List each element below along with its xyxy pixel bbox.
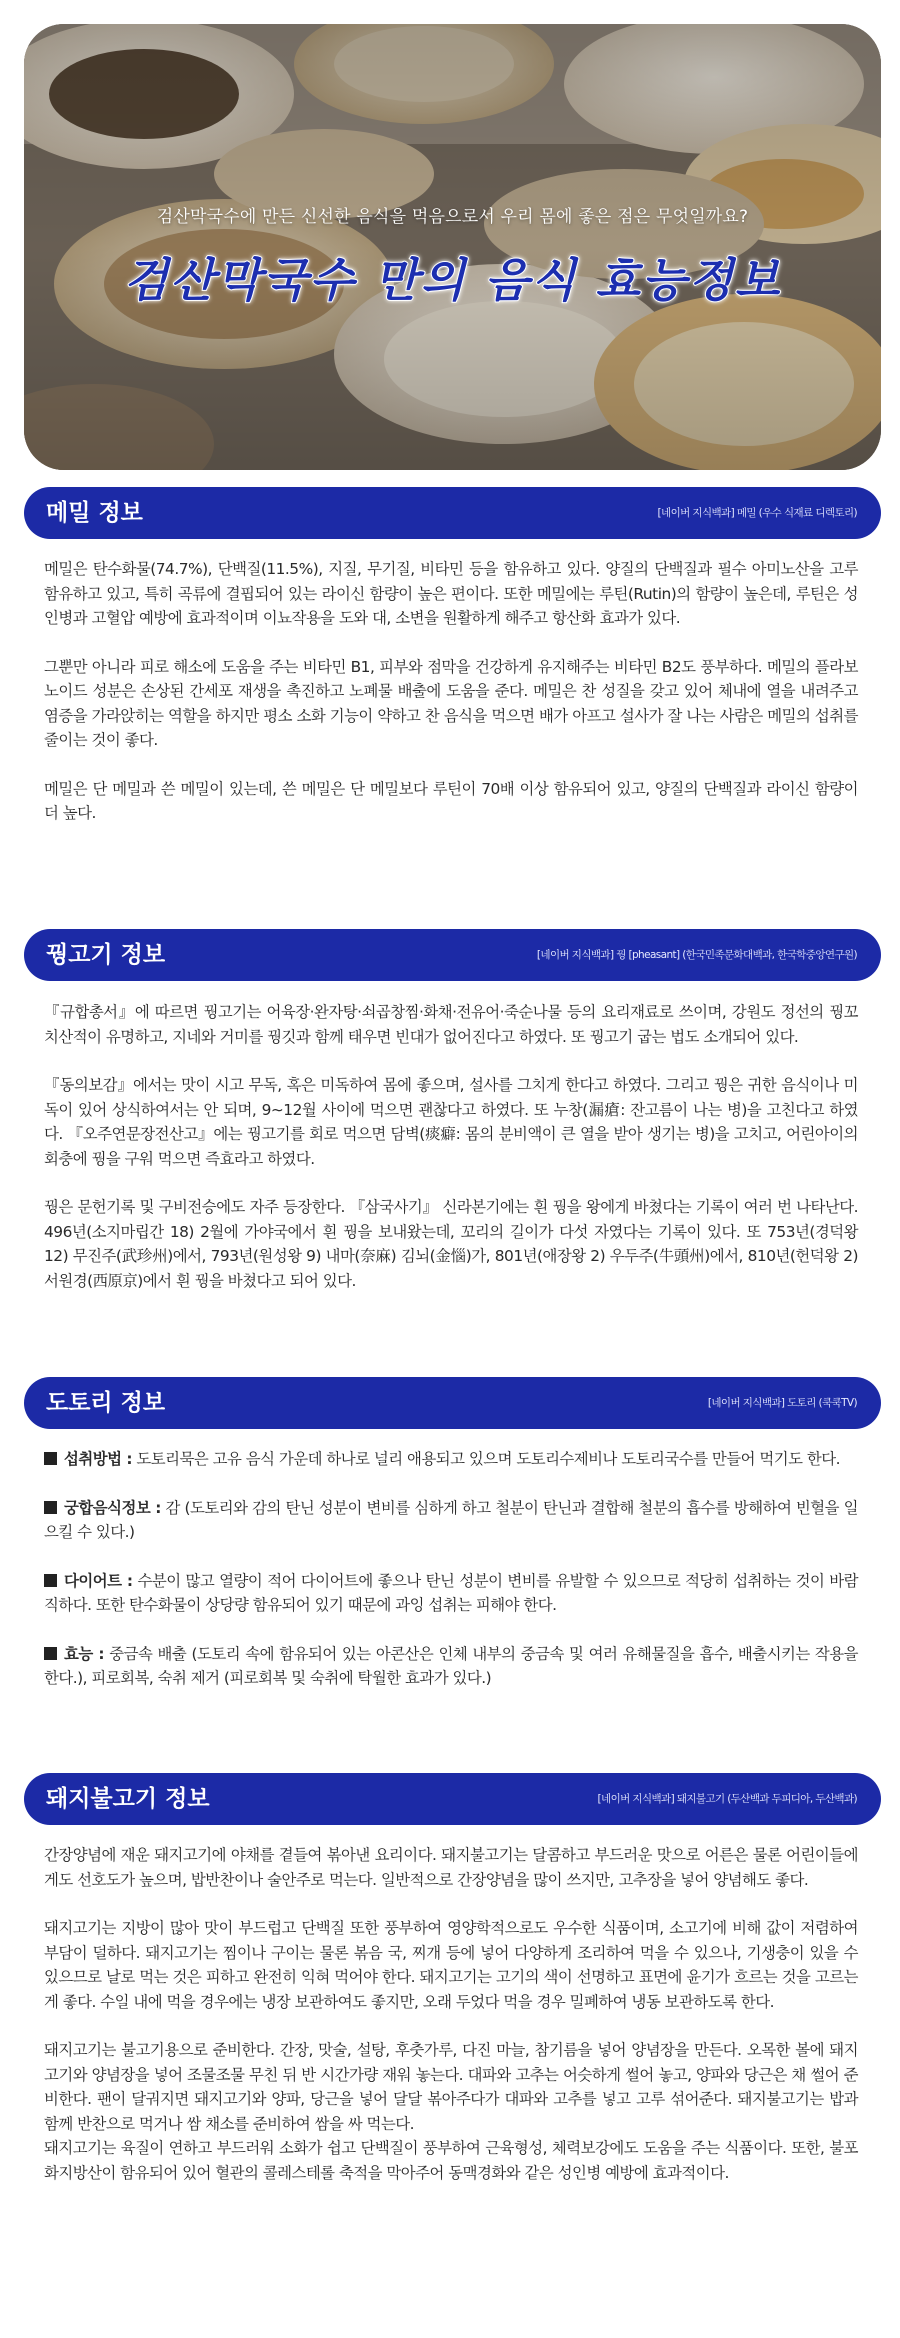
section-source: [네이버 지식백과] 도토리 (쿡쿡TV)	[707, 1397, 857, 1409]
bullet-square-icon	[44, 1647, 57, 1660]
section-source: [네이버 지식백과] 메밀 (우수 식재료 디렉토리)	[657, 507, 857, 519]
paragraph: 돼지고기는 지방이 많아 맛이 부드럽고 단백질 또한 풍부하여 영양학적으로도 우수한 식품이며, 소고기에 비해 값이 저렴하여 부담이 덜하다. 돼지고기는 찜이나 구이는 물론 볶음 국, 찌개 등에 넣어 다양하게 조리하여 먹을 수 있으나, 기생충이 있을 수 있으므로 날로 먹는 것은 피하고 완전히 익혀 먹어야 한다. 돼지고기는 고기의 색이 선명하고 표면에 윤기가 흐르는 것을 고르는 게 좋다. 수일 내에 먹을 경우에는 냉장 보관하여도 좋지만, 오래 두었다 먹을 경우 밀폐하여 냉동 보관하도록 한다.	[44, 1919, 858, 2011]
paragraph: 『동의보감』에서는 맛이 시고 무독, 혹은 미독하여 몸에 좋으며, 설사를 그치게 한다고 하였다. 그리고 꿩은 귀한 음식이나 미독이 있어 상식하여서는 안 되며, 9∼12월 사이에 먹으면 괜찮다고 하였다. 또 누창(漏瘡: 잔고름이 나는 병)을 고친다고 하였다. 『오주연문장전산고』에는 꿩고기를 회로 먹으면 담벽(痰癖: 몸의 분비액이 큰 열을 받아 생기는 병)을 고치고, 어린아이의 회충에 꿩을 구워 먹으면 즉효라고 하였다.	[44, 1076, 858, 1168]
item-text: 수분이 많고 열량이 적어 다이어트에 좋으나 탄닌 성분이 변비를 유발할 수 있으므로 적당히 섭취하는 것이 바람직하다. 또한 탄수화물이 상당량 함유되어 있기 때문에 과잉 섭취는 피해야 한다.	[44, 1571, 858, 1614]
section-body-pork-bulgogi	[44, 1843, 858, 2185]
section-title: 돼지불고기 정보	[46, 1786, 210, 1812]
section-header-acorn	[24, 1377, 881, 1429]
item-label: 효능 :	[64, 1644, 105, 1663]
list-item	[44, 1496, 858, 1545]
paragraph: 간장양념에 재운 돼지고기에 야채를 곁들여 볶아낸 요리이다. 돼지불고기는 달콤하고 부드러운 맛으로 어른은 물론 어린이들에게도 선호도가 높으며, 밥반찬이나 술안주로 먹는다. 일반적으로 간장양념을 많이 쓰지만, 고추장을 넣어 양념해도 좋다.	[44, 1846, 859, 1889]
section-body-pheasant	[44, 1000, 858, 1293]
bullet-square-icon	[44, 1501, 57, 1514]
bullet-square-icon	[44, 1574, 57, 1587]
paragraph: 돼지고기는 불고기용으로 준비한다. 간장, 맛술, 설탕, 후춧가루, 다진 마늘, 참기름을 넣어 양념장을 만든다. 오목한 볼에 돼지고기와 양념장을 넣어 조물조물 무친 뒤 반 시간가량 재워 놓는다. 대파와 고추는 어슷하게 썰어 놓고, 양파와 당근은 채 썰어 준비한다. 팬이 달궈지면 돼지고기와 양파, 당근을 넣어 달달 볶아주다가 대파와 고추를 넣고 고루 섞어준다. 돼지불고기는 밥과 함께 반찬으로 먹거나 쌈 채소를 준비하여 쌈을 싸 먹는다.	[44, 2041, 858, 2133]
list-item	[44, 1642, 858, 1691]
paragraph: 돼지고기는 육질이 연하고 부드러워 소화가 쉽고 단백질이 풍부하여 근육형성, 체력보강에도 도움을 주는 식품이다. 또한, 불포화지방산이 함유되어 있어 혈관의 콜레스테롤 축적을 막아주어 동맥경화와 같은 성인병 예방에 효과적이다.	[44, 2139, 858, 2182]
item-label: 궁합음식정보 :	[64, 1498, 161, 1517]
section-body-acorn	[44, 1447, 858, 1691]
list-item	[44, 1569, 858, 1618]
item-text: 중금속 배출 (도토리 속에 함유되어 있는 아콘산은 인체 내부의 중금속 및 여러 유해물질을 흡수, 배출시키는 작용을 한다.), 피로회복, 숙취 제거 (피로회복 및 숙취에 탁월한 효과가 있다.)	[44, 1644, 859, 1687]
section-source: [네이버 지식백과] 돼지불고기 (두산백과 두피디아, 두산백과)	[597, 1793, 857, 1805]
paragraph: 꿩은 문헌기록 및 구비전승에도 자주 등장한다. 『삼국사기』 신라본기에는 흰 꿩을 왕에게 바쳤다는 기록이 여러 번 나타난다. 496년(소지마립간 18) 2월에 가야국에서 흰 꿩을 보내왔는데, 꼬리의 길이가 다섯 자였다는 기록이 있다. 또 753년(경덕왕 12) 무진주(武珍州)에서, 793년(원성왕 9) 내마(奈麻) 김뇌(金惱)가, 801년(애장왕 2) 우두주(牛頭州)에서, 810년(헌덕왕 2) 서원경(西原京)에서 흰 꿩을 바쳤다고 되어 있다.	[44, 1198, 858, 1290]
paragraph: 그뿐만 아니라 피로 해소에 도움을 주는 비타민 B1, 피부와 점막을 건강하게 유지해주는 비타민 B2도 풍부하다. 메밀의 플라보노이드 성분은 손상된 간세포 재생을 촉진하고 노폐물 배출에 도움을 준다. 메밀은 찬 성질을 갖고 있어 체내에 열을 내려주고 염증을 가라앉히는 역할을 하지만 평소 소화 기능이 약하고 찬 음식을 먹으면 배가 아프고 설사가 잘 나는 사람은 메밀의 섭취를 줄이는 것이 좋다.	[44, 657, 858, 749]
section-header-pheasant	[24, 929, 881, 981]
section-title: 도토리 정보	[46, 1390, 166, 1416]
hero-subtitle: 검산막국수에 만든 신선한 음식을 먹음으로서 우리 몸에 좋은 점은 무엇일까요?	[156, 207, 749, 227]
section-header-pork-bulgogi	[24, 1773, 881, 1825]
item-text: 감 (도토리와 감의 탄닌 성분이 변비를 심하게 하고 철분이 탄닌과 결합해 철분의 흡수를 방해하여 빈혈을 일으킬 수 있다.)	[44, 1498, 858, 1541]
paragraph: 메밀은 탄수화물(74.7%), 단백질(11.5%), 지질, 무기질, 비타민 등을 함유하고 있다. 양질의 단백질과 필수 아미노산을 고루 함유하고 있고, 특히 곡류에 결핍되어 있는 라이신 함량이 높은 편이다. 또한 메밀에는 루틴(Rutin)의 함량이 높은데, 루틴은 성인병과 고혈압 예방에 효과적이며 이뇨작용을 도와 대, 소변을 원활하게 해주고 항산화 효과가 있다.	[44, 560, 858, 627]
list-item	[44, 1447, 858, 1472]
section-source: [네이버 지식백과] 꿩 [pheasant] (한국민족문화대백과, 한국학중앙연구원)	[536, 949, 857, 961]
section-title: 메밀 정보	[46, 500, 143, 526]
hero-banner	[24, 24, 881, 470]
item-label: 섭취방법 :	[64, 1450, 132, 1468]
section-body-buckwheat	[44, 557, 858, 826]
section-title: 꿩고기 정보	[46, 942, 166, 968]
paragraph: 메밀은 단 메밀과 쓴 메밀이 있는데, 쓴 메밀은 단 메밀보다 루틴이 70배 이상 함유되어 있고, 양질의 단백질과 라이신 함량이 더 높다.	[44, 779, 858, 822]
bullet-square-icon	[44, 1452, 57, 1465]
paragraph: 『규합총서』에 따르면 꿩고기는 어육장·완자탕·쇠곱창찜·화채·전유어·죽순나물 등의 요리재료로 쓰이며, 강원도 정선의 꿩꼬치산적이 유명하고, 지네와 거미를 꿩깃과 함께 태우면 빈대가 없어진다고 하였다. 또 꿩고기 굽는 법도 소개되어 있다.	[44, 1003, 858, 1046]
hero-title: 검산막국수 만의 음식 효능정보	[123, 253, 782, 307]
item-text: 도토리묵은 고유 음식 가운데 하나로 널리 애용되고 있으며 도토리수제비나 도토리국수를 만들어 먹기도 한다.	[131, 1450, 841, 1468]
item-label: 다이어트 :	[64, 1571, 133, 1590]
section-header-buckwheat	[24, 487, 881, 539]
